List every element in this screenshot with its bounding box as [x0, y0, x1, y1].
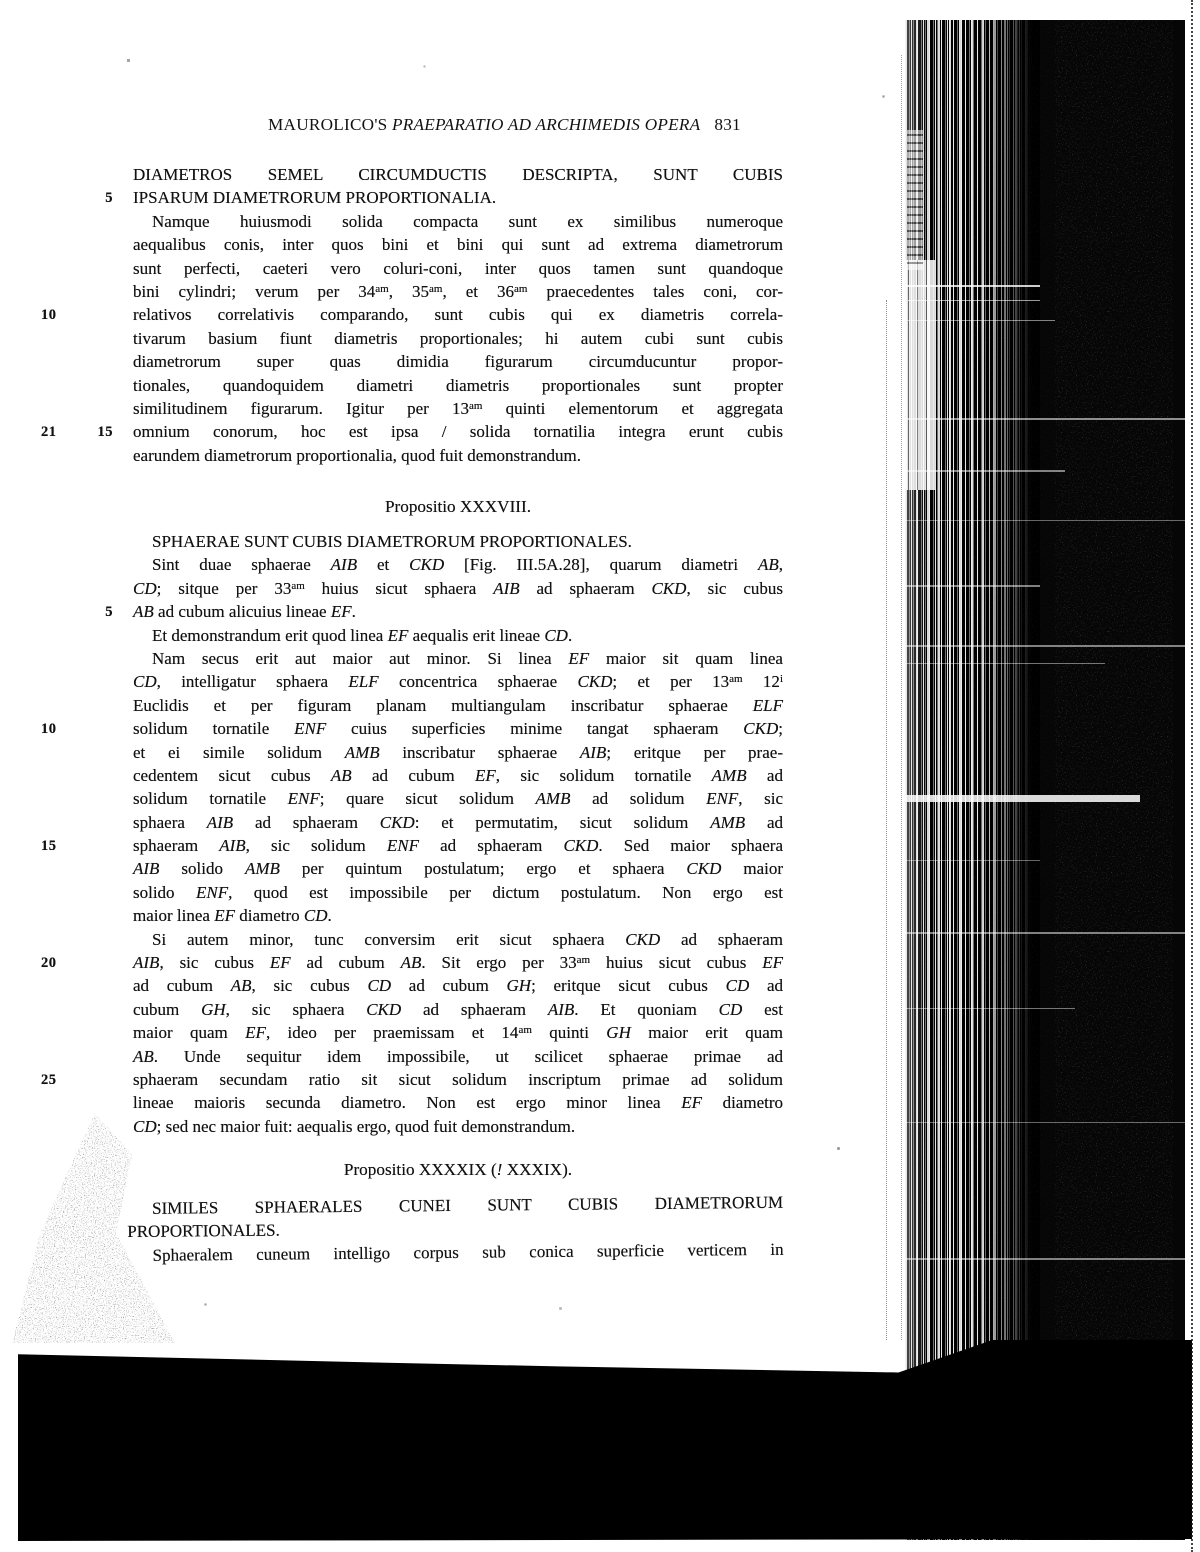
line-text: IPSARUM DIAMETRORUM PROPORTIONALIA. — [133, 188, 497, 208]
margin-line-number: 20 — [41, 955, 57, 972]
text-line — [133, 811, 783, 834]
margin-line-number: 5 — [105, 604, 113, 621]
line-text: sphaera AIB ad sphaeram CKD: et permutatim, sicut solidum AMB ad — [133, 812, 783, 832]
text-line — [133, 741, 783, 764]
line-text: tivarum basium fiunt diametris proportionales; hi autem cubi sunt cubis — [133, 328, 783, 348]
text-line — [133, 974, 783, 997]
text-line — [133, 444, 783, 467]
line-text: Sint duae sphaerae AIB et CKD [Fig. III.5A.28], quarum diametri AB, — [152, 555, 783, 575]
text-line — [133, 163, 783, 186]
text-line — [41, 834, 784, 857]
scan-streak — [905, 795, 1140, 802]
line-text: maior linea EF diametro CD. — [133, 906, 332, 926]
text-line — [105, 186, 783, 209]
text-line — [133, 374, 783, 397]
text-line — [133, 1021, 783, 1044]
corner-toner-noise — [0, 1093, 210, 1363]
line-text: AB. Unde sequitur idem impossibile, ut scilicet sphaerae primae ad — [133, 1046, 783, 1066]
margin-line-number: 25 — [41, 1071, 57, 1088]
line-text: PROPORTIONALES. — [127, 1220, 280, 1242]
line-text: diametrorum super quas dimidia figurarum circumducuntur propor- — [133, 352, 783, 372]
text-line — [133, 397, 783, 420]
scan-dust-specks — [0, 0, 1, 1]
line-text: relativos correlativis comparando, sunt cubis qui ex diametris correla- — [133, 305, 783, 325]
line-text: sphaeram AIB, sic solidum ENF ad sphaeram CKD. Sed maior sphaera — [133, 836, 784, 856]
line-text: Euclidis et per figuram planam multiangulam inscribatur sphaerae ELF — [133, 695, 783, 715]
text-line — [133, 904, 783, 927]
line-text: ad cubum AB, sic cubus CD ad cubum GH; eritque sicut cubus CD ad — [133, 976, 783, 996]
scan-streak — [905, 1258, 1185, 1260]
line-text: CD, intelligatur sphaera ELF concentrica sphaerae CKD; et per $13^{am}$ 12$^i$ — [133, 672, 783, 692]
running-header — [268, 115, 741, 135]
scan-bottom-black-band — [18, 1340, 1192, 1543]
text-line — [41, 1068, 783, 1091]
line-text: cedentem sicut cubus AB ad cubum EF, sic solidum tornatile AMB ad — [133, 765, 783, 785]
line-text: Sphaeralem cuneum intelligo corpus sub conica superficie verticem in — [152, 1239, 784, 1265]
text-line — [133, 1238, 783, 1268]
line-text: CD; sitque per $33^{am}$ huius sicut sphaera AIB ad sphaeram CKD, sic cubus — [133, 578, 784, 598]
scan-streak — [905, 285, 1040, 287]
scan-right-rim-dots — [1191, 0, 1193, 1552]
proposition-title: Propositio XXXXIX (! XXXIX). — [343, 1160, 573, 1179]
text-line — [133, 327, 783, 350]
text-line — [133, 577, 783, 600]
book-fore-edge-band — [905, 20, 1185, 1540]
text-line — [133, 647, 783, 670]
proposition-title: Propositio XXXVIII. — [384, 497, 532, 516]
text-line — [41, 951, 784, 974]
scan-streak — [905, 470, 1065, 472]
text-line — [41, 303, 783, 326]
line-text: sunt perfecti, caeteri vero coluri-coni, inter quos tamen sunt quandoque — [133, 258, 783, 278]
line-text: Nam secus erit aut maior aut minor. Si linea EF maior sit quam linea — [152, 648, 783, 668]
line-text: aequalibus conis, inter quos bini et bini qui sunt ad extrema diametrorum — [133, 235, 783, 255]
scan-streak — [905, 860, 1040, 861]
scan-streak — [905, 645, 1185, 647]
margin-line-number: 15 — [41, 838, 57, 855]
line-text: cubum GH, sic sphaera CKD ad sphaeram AIB. Et quoniam CD est — [133, 999, 783, 1019]
text-line — [133, 233, 783, 256]
line-text: CD; sed nec maior fuit: aequalis ergo, quod fuit demonstrandum. — [133, 1116, 576, 1136]
text-line — [133, 857, 783, 880]
text-block — [41, 530, 784, 1138]
scan-streak — [905, 520, 1185, 521]
scan-streak — [905, 320, 1055, 321]
scan-streak — [905, 418, 1185, 420]
line-text: solido ENF, quod est impossibile per dictum postulatum. Non ergo est — [133, 882, 784, 902]
line-text: SPHAERAE SUNT CUBIS DIAMETRORUM PROPORTIONALES. — [152, 532, 632, 551]
text-line — [133, 553, 783, 576]
scan-noise-texture — [905, 20, 1185, 1540]
text-line — [105, 600, 783, 623]
line-text: sphaeram secundam ratio sit sicut solidum inscriptum primae ad solidum — [133, 1069, 783, 1089]
text-line — [133, 350, 783, 373]
line-text: solidum tornatile ENF cuius superficies minime tangat sphaeram CKD; — [133, 719, 783, 739]
text-line — [133, 764, 783, 787]
line-text: AB ad cubum alicuius lineae EF. — [133, 602, 356, 622]
margin-line-number: 21 15 — [41, 424, 113, 441]
page-number: 831 — [714, 115, 741, 134]
text-line — [133, 210, 783, 233]
line-text: Et demonstrandum erit quod linea EF aequalis erit lineae CD. — [152, 625, 573, 645]
scan-streak — [905, 932, 1185, 934]
header-title-italic: PRAEPARATIO AD ARCHIMEDIS OPERA — [392, 115, 701, 134]
text-line — [133, 257, 783, 280]
line-text: omnium conorum, hoc est ipsa / solida tornatilia integra erunt cubis — [133, 422, 783, 442]
text-line — [133, 624, 783, 647]
margin-line-number: 10 — [41, 307, 57, 324]
scan-streak — [905, 1008, 1075, 1009]
text-line — [133, 928, 783, 951]
text-line — [133, 530, 783, 553]
text-block — [127, 1191, 784, 1267]
text-line — [133, 670, 783, 693]
scan-streak — [905, 300, 1040, 301]
text-line — [133, 694, 783, 717]
text-line — [133, 1091, 783, 1114]
line-text: lineae maioris secunda diametro. Non est ergo minor linea EF diametro — [133, 1093, 783, 1113]
margin-line-number: 10 — [41, 721, 57, 738]
text-line — [41, 420, 783, 443]
line-text: AIB solido AMB per quintum postulatum; ergo et sphaera CKD maior — [133, 859, 784, 879]
scan-streak — [905, 585, 1040, 587]
scan-streak — [905, 663, 1105, 664]
line-text: AIB, sic cubus EF ad cubum AB. Sit ergo per $33^{am}$ huius sicut cubus EF — [133, 953, 784, 973]
margin-line-number: 5 — [105, 190, 113, 207]
text-line — [133, 998, 783, 1021]
page-edge-mark — [886, 300, 887, 1340]
line-text: Si autem minor, tunc conversim erit sicut sphaera CKD ad sphaeram — [152, 929, 783, 949]
line-text: bini cylindri; verum per $34^{am}$, $35^{am}$, et $36^{am}$ praecedentes tales coni, cor- — [133, 281, 783, 301]
header-author: MAUROLICO'S — [268, 115, 393, 134]
line-text: SIMILES SPHAERALES CUNEI SUNT CUBIS DIAMETRORUM — [152, 1192, 784, 1218]
line-text: DIAMETROS SEMEL CIRCUMDUCTIS DESCRIPTA, SUNT CUBIS — [133, 165, 783, 184]
page-edge-mark — [901, 55, 902, 1340]
text-line — [133, 787, 783, 810]
text-line — [133, 1045, 783, 1068]
line-text: tionales, quandoquidem diametri diametris proportionales sunt propter — [133, 375, 783, 395]
line-text: earundem diametrorum proportionalia, quod fuit demonstrandum. — [133, 445, 582, 465]
text-line — [133, 280, 783, 303]
text-line — [41, 717, 783, 740]
text-line — [133, 881, 783, 904]
line-text: Namque huiusmodi solida compacta sunt ex similibus numeroque — [152, 211, 783, 231]
text-block — [41, 163, 783, 467]
line-text: et ei simile solidum AMB inscribatur sphaerae AIB; eritque per prae- — [133, 742, 783, 762]
text-line — [133, 1115, 783, 1138]
line-text: solidum tornatile ENF; quare sicut solidum AMB ad solidum ENF, sic — [133, 789, 783, 809]
scan-streak — [905, 1122, 1185, 1123]
line-text: similitudinem figurarum. Igitur per $13^{am}$ quinti elementorum et aggregata — [133, 398, 783, 418]
line-text: maior quam EF, ideo per praemissam et $14^{am}$ quinti GH maior erit quam — [133, 1023, 784, 1043]
